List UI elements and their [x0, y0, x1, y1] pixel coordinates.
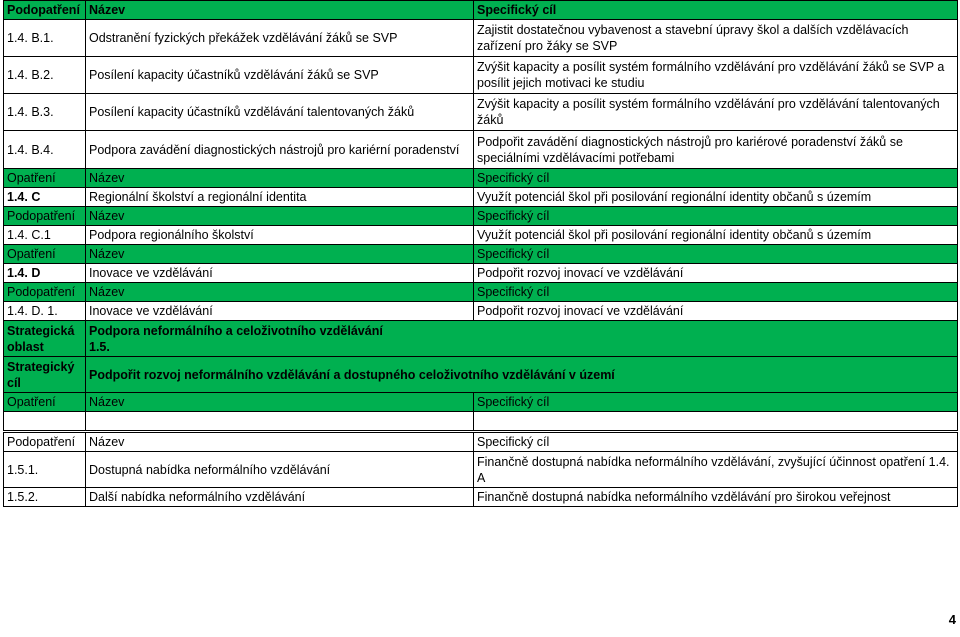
table-row: [4, 188, 958, 207]
table-row: [4, 488, 958, 507]
row-name: Podpora zavádění diagnostických nástrojů pro kariérní poradenství: [86, 131, 474, 169]
header-col-name: Název: [86, 245, 474, 264]
table-header: [4, 245, 958, 264]
row-code: 1.4. B.1.: [4, 20, 86, 57]
row-code: 1.4. B.4.: [4, 131, 86, 169]
empty-cell: [474, 412, 958, 432]
table-row: [4, 94, 958, 131]
table-row: [4, 452, 958, 488]
row-code: 1.4. D. 1.: [4, 302, 86, 321]
header-col-goal: Specifický cíl: [474, 393, 958, 412]
empty-row: [4, 412, 958, 432]
row-goal: Využít potenciál škol při posilování regionální identity občanů s územím: [474, 188, 958, 207]
row-goal: Finančně dostupná nabídka neformálního vzdělávání pro širokou veřejnost: [474, 488, 958, 507]
row-goal: Podpořit rozvoj inovací ve vzdělávání: [474, 302, 958, 321]
row-name: Regionální školství a regionální identita: [86, 188, 474, 207]
row-name: Inovace ve vzdělávání: [86, 264, 474, 283]
row-code: 1.4. C.1: [4, 226, 86, 245]
table-header: [4, 207, 958, 226]
empty-cell: [4, 412, 86, 432]
table-header: [4, 1, 958, 20]
strategic-area-content: [86, 321, 958, 357]
header-col-code: Podopatření: [4, 207, 86, 226]
strategic-area-title: Podpora neformálního a celoživotního vzdělávání: [89, 323, 383, 338]
row-code: 1.5.2.: [4, 488, 86, 507]
row-name: Posílení kapacity účastníků vzdělávání žáků se SVP: [86, 57, 474, 94]
row-name: Podpora regionálního školství: [86, 226, 474, 245]
strategic-area-row: [4, 321, 958, 357]
row-goal: Zajistit dostatečnou vybavenost a stavební úpravy škol a dalších vzdělávacích zařízení pro žáky se SVP: [474, 20, 958, 57]
row-goal: Finančně dostupná nabídka neformálního vzdělávání, zvyšující účinnost opatření 1.4. A: [474, 452, 958, 488]
row-code: 1.4. D: [4, 264, 86, 283]
strategic-area-number: 1.5.: [89, 339, 110, 354]
table-header: [4, 432, 958, 452]
header-col-goal: Specifický cíl: [474, 1, 958, 20]
row-name: Další nabídka neformálního vzdělávání: [86, 488, 474, 507]
table-row: [4, 20, 958, 57]
row-name: Dostupná nabídka neformálního vzdělávání: [86, 452, 474, 488]
header-col-code: Podopatření: [4, 432, 86, 452]
strategic-goal-label: Strategický cíl: [4, 357, 86, 393]
header-col-goal: Specifický cíl: [474, 283, 958, 302]
header-col-name: Název: [86, 283, 474, 302]
row-goal: Zvýšit kapacity a posílit systém formálního vzdělávání pro vzdělávání žáků se SVP a posílit jejich motivaci ke studiu: [474, 57, 958, 94]
strategic-area-label: Strategická oblast: [4, 321, 86, 357]
table-row: [4, 57, 958, 94]
table-row: [4, 131, 958, 169]
header-col-name: Název: [86, 169, 474, 188]
header-col-code: Podopatření: [4, 1, 86, 20]
table-row: [4, 226, 958, 245]
table-header: [4, 283, 958, 302]
header-col-name: Název: [86, 432, 474, 452]
table-header: [4, 393, 958, 412]
table-header: [4, 169, 958, 188]
row-goal: Podpořit rozvoj inovací ve vzdělávání: [474, 264, 958, 283]
header-col-goal: Specifický cíl: [474, 169, 958, 188]
header-col-goal: Specifický cíl: [474, 432, 958, 452]
row-name: Posílení kapacity účastníků vzdělávání talentovaných žáků: [86, 94, 474, 131]
page-number: 4: [948, 612, 956, 627]
row-goal: Podpořit zavádění diagnostických nástrojů pro kariérové poradenství žáků se speciálními vzdělávacími potřebami: [474, 131, 958, 169]
row-code: 1.4. B.3.: [4, 94, 86, 131]
header-col-code: Opatření: [4, 245, 86, 264]
measures-table: [3, 0, 958, 507]
table-row: [4, 264, 958, 283]
header-col-name: Název: [86, 207, 474, 226]
row-code: 1.5.1.: [4, 452, 86, 488]
row-code: 1.4. B.2.: [4, 57, 86, 94]
header-col-goal: Specifický cíl: [474, 207, 958, 226]
header-col-code: Opatření: [4, 169, 86, 188]
row-goal: Využít potenciál škol při posilování regionální identity občanů s územím: [474, 226, 958, 245]
header-col-name: Název: [86, 1, 474, 20]
header-col-code: Opatření: [4, 393, 86, 412]
header-col-code: Podopatření: [4, 283, 86, 302]
header-col-name: Název: [86, 393, 474, 412]
row-name: Inovace ve vzdělávání: [86, 302, 474, 321]
strategic-goal-text: Podpořit rozvoj neformálního vzdělávání a dostupného celoživotního vzdělávání v území: [86, 357, 958, 393]
row-goal: Zvýšit kapacity a posílit systém formálního vzdělávání pro vzdělávání talentovaných žáků: [474, 94, 958, 131]
row-code: 1.4. C: [4, 188, 86, 207]
empty-cell: [86, 412, 474, 432]
row-name: Odstranění fyzických překážek vzdělávání žáků se SVP: [86, 20, 474, 57]
strategic-goal-row: [4, 357, 958, 393]
header-col-goal: Specifický cíl: [474, 245, 958, 264]
table-row: [4, 302, 958, 321]
